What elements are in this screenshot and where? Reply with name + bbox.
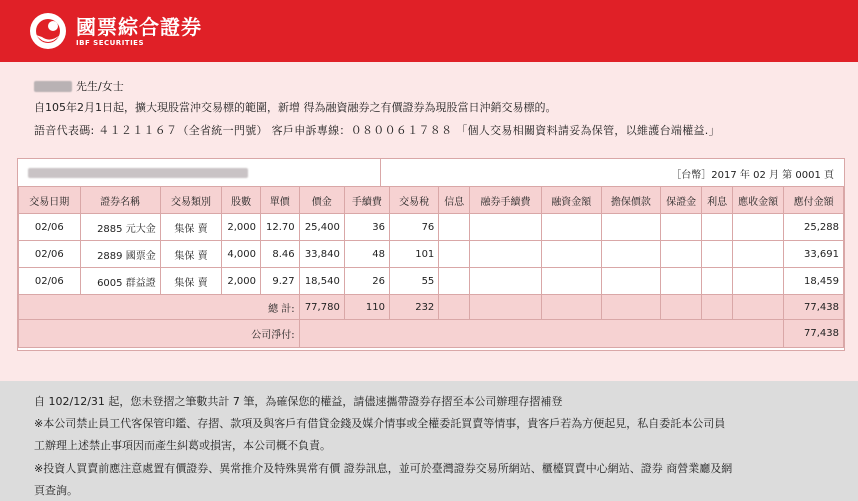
cell-collateral: [601, 268, 661, 295]
trade-statement: [17, 158, 845, 351]
cell-price: 12.70: [260, 214, 299, 241]
footer-notices: [0, 381, 858, 501]
net-payable: 77,438: [784, 320, 844, 348]
col-header: 單價: [260, 187, 299, 214]
cell-type: 集保 賣: [160, 214, 222, 241]
cell-margin: [541, 268, 601, 295]
investor-notice-line: 頁查詢。: [34, 484, 78, 497]
cell-date: 02/06: [19, 268, 81, 295]
table-row: [19, 241, 844, 268]
cell-receivable: [732, 268, 783, 295]
total-row: [19, 295, 844, 320]
table-row: [19, 268, 844, 295]
col-header: 交易類別: [160, 187, 222, 214]
brand-name: 國票綜合證券: [76, 14, 202, 39]
notice-line: 自105年2月1日起，擴大現股當沖交易標的範圍，新增 得為融資融券之有價證券為現股當日沖銷交易標的。: [34, 101, 557, 114]
cell-deposit: [661, 241, 702, 268]
cell-security: 2885 元大金: [80, 214, 160, 241]
total-payable: 77,438: [784, 295, 844, 320]
cell-receivable: [732, 214, 783, 241]
cell-info: [439, 241, 470, 268]
cell-margin: [541, 214, 601, 241]
col-header: 融券手續費: [470, 187, 542, 214]
total-fee: 110: [344, 295, 389, 320]
cell-amount: 25,400: [299, 214, 344, 241]
cell-security: 2889 國票金: [80, 241, 160, 268]
col-header: 股數: [222, 187, 261, 214]
col-header: 應付金額: [784, 187, 844, 214]
cell-interest: [702, 268, 733, 295]
cell-shares: 4,000: [222, 241, 261, 268]
col-header: 信息: [439, 187, 470, 214]
col-header: 證券名稱: [80, 187, 160, 214]
hotline-line: 語音代表碼: ４１２１１６７（全省統一門號） 客戶申訴專線：０８００６１７８８ 「個人交易相關資料請妥為保管，以維護台端權益.」: [34, 124, 720, 137]
salutation-text: 先生/女士: [76, 80, 124, 93]
col-header: 價金: [299, 187, 344, 214]
cell-type: 集保 賣: [160, 241, 222, 268]
cell-info: [439, 214, 470, 241]
trade-table: [18, 186, 844, 348]
ibf-logo-icon: [28, 11, 68, 51]
col-header: 交易稅: [390, 187, 439, 214]
table-row: [19, 214, 844, 241]
cell-date: 02/06: [19, 214, 81, 241]
cell-collateral: [601, 214, 661, 241]
cell-price: 9.27: [260, 268, 299, 295]
col-header: 保證金: [661, 187, 702, 214]
total-tax: 232: [390, 295, 439, 320]
redacted-name: [34, 81, 72, 92]
cell-payable: 18,459: [784, 268, 844, 295]
cell-fee: 26: [344, 268, 389, 295]
header-banner: [0, 0, 858, 62]
cell-fee: 48: [344, 241, 389, 268]
cell-amount: 18,540: [299, 268, 344, 295]
cell-shares: 2,000: [222, 214, 261, 241]
cell-tax: 76: [390, 214, 439, 241]
statement-header: [18, 159, 844, 186]
cell-deposit: [661, 214, 702, 241]
total-label: 總 計:: [19, 295, 300, 320]
col-header: 融資金額: [541, 187, 601, 214]
cell-type: 集保 賣: [160, 268, 222, 295]
cell-fee: 36: [344, 214, 389, 241]
disclaimer-line: ※本公司禁止員工代客保管印鑑、存摺、款項及與客戶有借貸金錢及媒介情事或全權委託買賣等情事，貴客戶若為方便起見，私自委託本公司員: [34, 417, 726, 430]
cell-tax: 101: [390, 241, 439, 268]
brand-logo: [28, 8, 202, 54]
cell-short-fee: [470, 268, 542, 295]
cell-short-fee: [470, 214, 542, 241]
cell-interest: [702, 241, 733, 268]
cell-deposit: [661, 268, 702, 295]
col-header: 交易日期: [19, 187, 81, 214]
cell-date: 02/06: [19, 241, 81, 268]
cell-interest: [702, 214, 733, 241]
cell-info: [439, 268, 470, 295]
cell-margin: [541, 241, 601, 268]
cell-short-fee: [470, 241, 542, 268]
net-label: 公司淨付:: [19, 320, 300, 348]
cell-payable: 33,691: [784, 241, 844, 268]
cell-receivable: [732, 241, 783, 268]
cell-payable: 25,288: [784, 214, 844, 241]
col-header: 應收金額: [732, 187, 783, 214]
net-row: [19, 320, 844, 348]
cell-amount: 33,840: [299, 241, 344, 268]
col-header: 擔保價款: [601, 187, 661, 214]
redacted-account: [28, 168, 248, 178]
total-amount: 77,780: [299, 295, 344, 320]
passbook-notice: 自 102/12/31 起，您未登摺之筆數共計 7 筆，為確保您的權益，請儘速攜帶證券存摺至本公司辦理存摺補登: [34, 395, 563, 408]
table-header-row: [19, 187, 844, 214]
cell-security: 6005 群益證: [80, 268, 160, 295]
col-header: 手續費: [344, 187, 389, 214]
cell-shares: 2,000: [222, 268, 261, 295]
salutation: [34, 78, 124, 94]
investor-notice-line: ※投資人買賣前應注意處置有價證券、異常推介及特殊異常有價 證券訊息，並可於臺灣證券交易所網站、櫃檯買賣中心網站、證券 商營業廳及網: [34, 462, 733, 475]
cell-tax: 55: [390, 268, 439, 295]
cell-price: 8.46: [260, 241, 299, 268]
brand-name-en: IBF SECURITIES: [76, 38, 145, 47]
cell-collateral: [601, 241, 661, 268]
col-header: 利息: [702, 187, 733, 214]
statement-period: ［台幣］2017 年 02 月 第 0001 頁: [671, 170, 834, 181]
disclaimer-line: 工辦理上述禁止事項因而產生糾葛或損害，本公司概不負責。: [34, 439, 331, 452]
